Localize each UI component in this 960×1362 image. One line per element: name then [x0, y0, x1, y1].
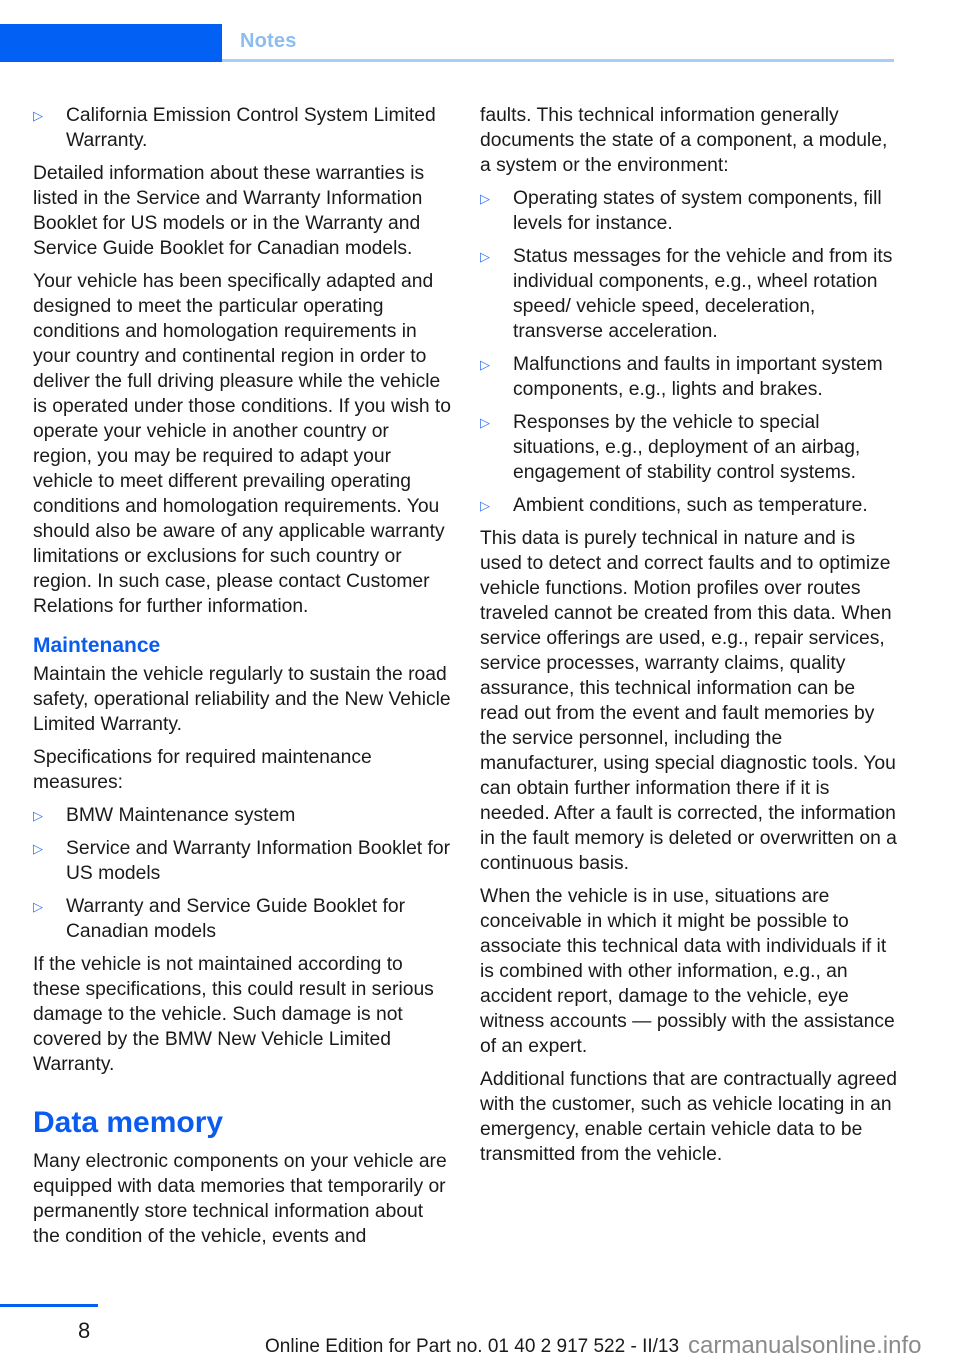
left-column — [33, 103, 451, 1257]
list-item — [33, 803, 451, 828]
list-item — [480, 493, 898, 518]
list-item-text: BMW Maintenance system — [66, 805, 296, 826]
list-item-text: Malfunctions and faults in important system components, e.g., lights and brakes. — [513, 354, 883, 400]
header-divider — [222, 59, 894, 62]
right-column — [480, 103, 898, 1175]
triangle-bullet-icon: ▷ — [33, 841, 43, 856]
data-types-list — [480, 186, 898, 518]
edition-info: Online Edition for Part no. 01 40 2 917 522 - II/13 — [265, 1336, 680, 1357]
triangle-bullet-icon: ▷ — [480, 498, 490, 513]
list-item-text: Operating states of system components, fill levels for instance. — [513, 188, 882, 234]
paragraph: This data is purely technical in nature and is used to detect and correct faults and to optimize vehicle functions. Motion profiles over routes traveled cannot be created from this data. When service offerings are used, e.g., repair services, service processes, warranty claims, quality assurance, this technical information can be read out from the event and fault memories by the service personnel, including the manufacturer, using special diagnostic tools. You can obtain further information there if it is needed. After a fault is corrected, the information in the fault memory is deleted or overwritten on a continuous basis. — [480, 528, 897, 874]
page-number: 8 — [78, 1318, 91, 1343]
paragraph: Many electronic components on your vehicle are equipped with data memories that temporarily or permanently store technical information about the condition of the vehicle, events and — [33, 1151, 447, 1247]
triangle-bullet-icon: ▷ — [480, 249, 490, 264]
triangle-bullet-icon: ▷ — [33, 808, 43, 823]
list-item — [480, 186, 898, 236]
page-header-title: Notes — [240, 30, 297, 52]
paragraph: Specifications for required maintenance measures: — [33, 747, 372, 793]
maintenance-list — [33, 803, 451, 944]
list-item — [33, 894, 451, 944]
paragraph: If the vehicle is not maintained according to these specifications, this could result in serious damage to the vehicle. Such damage is not covered by the BMW New Vehicle Limited Warranty. — [33, 954, 434, 1075]
paragraph: When the vehicle is in use, situations are conceivable in which it might be possible to associate this technical data with individuals if it is combined with other information, e.g., an accident report, damage to the vehicle, eye witness accounts — possibly with the assistance of an expert. — [480, 886, 895, 1057]
triangle-bullet-icon: ▷ — [480, 191, 490, 206]
triangle-bullet-icon: ▷ — [33, 899, 43, 914]
paragraph: Your vehicle has been specifically adapted and designed to meet the particular operating conditions and homologation requirements in your country and continental region in order to deliver the full driving pleasure while the vehicle is operated under those conditions. If you wish to operate your vehicle in another country or region, you may be required to adapt your vehicle to meet different prevailing operating conditions and homologation requirements. You should also be aware of any applicable warranty limitations or exclusions for such country or region. In such case, please contact Customer Relations for further information. — [33, 271, 452, 617]
paragraph: Additional functions that are contractually agreed with the customer, such as vehicle locating in an emergency, enable certain vehicle data to be transmitted from the vehicle. — [480, 1069, 897, 1165]
footer-accent-rule — [0, 1304, 98, 1307]
list-item — [480, 410, 898, 485]
paragraph: faults. This technical information generally documents the state of a component, a module, a system or the environment: — [480, 105, 888, 176]
data-memory-heading: Data memory — [33, 1106, 224, 1139]
triangle-bullet-icon: ▷ — [480, 357, 490, 372]
paragraph: Detailed information about these warranties is listed in the Service and Warranty Information Booklet for US models or in the Warranty and Service Guide Booklet for Canadian models. — [33, 163, 425, 259]
triangle-bullet-icon: ▷ — [480, 415, 490, 430]
list-item — [480, 352, 898, 402]
list-item-text: Service and Warranty Information Booklet for US models — [66, 838, 451, 884]
header-accent-bar — [0, 24, 222, 62]
list-item-text: Status messages for the vehicle and from its individual components, e.g., wheel rotation speed/ vehicle speed, deceleration, transverse acceleration. — [513, 246, 893, 342]
triangle-bullet-icon: ▷ — [33, 108, 43, 123]
list-item-text: California Emission Control System Limited Warranty. — [66, 105, 436, 151]
list-item — [480, 244, 898, 344]
warranty-list — [33, 103, 451, 153]
maintenance-heading: Maintenance — [33, 634, 161, 657]
watermark: carmanualsonline.info — [688, 1332, 922, 1359]
list-item-text: Ambient conditions, such as temperature. — [513, 495, 868, 516]
list-item — [33, 836, 451, 886]
paragraph: Maintain the vehicle regularly to sustain the road safety, operational reliability and the New Vehicle Limited Warranty. — [33, 664, 451, 735]
list-item — [33, 103, 451, 153]
list-item-text: Responses by the vehicle to special situations, e.g., deployment of an airbag, engagement of stability control systems. — [513, 412, 861, 483]
list-item-text: Warranty and Service Guide Booklet for Canadian models — [66, 896, 406, 942]
